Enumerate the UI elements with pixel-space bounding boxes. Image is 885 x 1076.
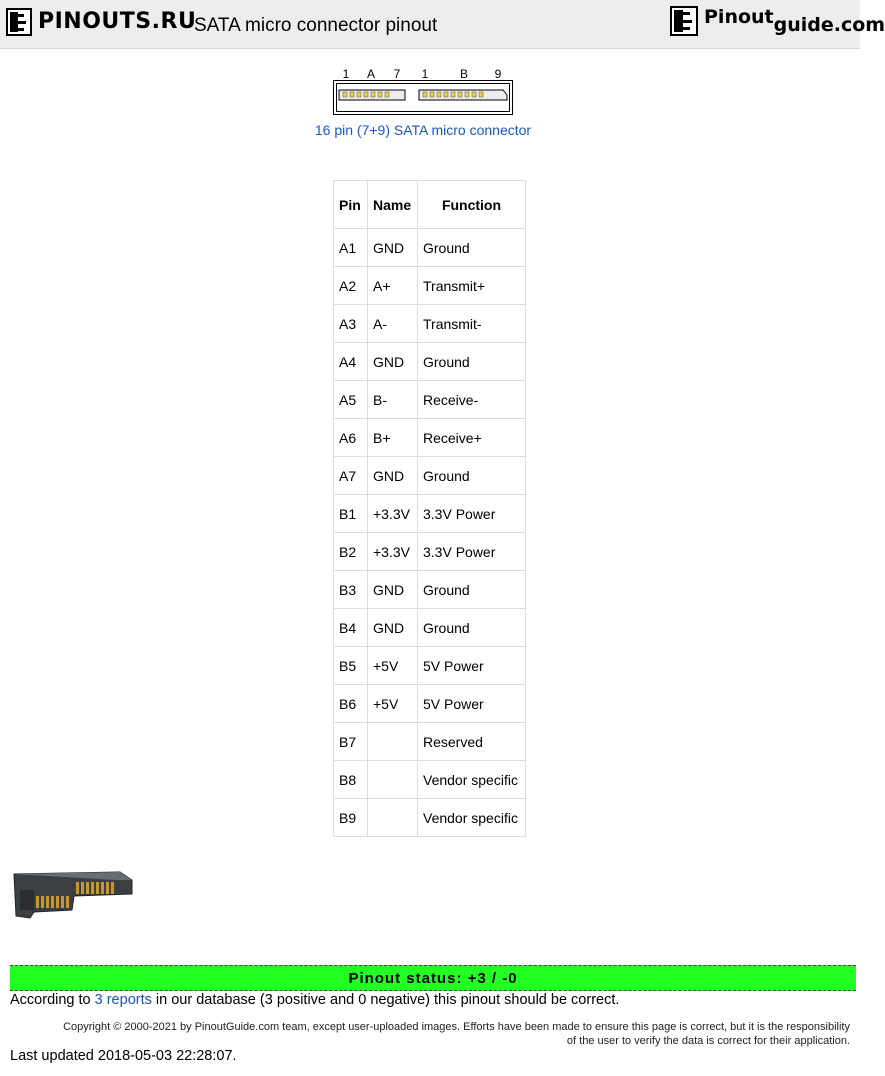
- connector-photo: [12, 866, 134, 920]
- table-row: [334, 761, 526, 799]
- connector-label: 9: [494, 67, 502, 81]
- cell-pin: A2: [334, 267, 368, 305]
- cell-function: Ground: [418, 229, 526, 267]
- cell-pin: A1: [334, 229, 368, 267]
- table-row: [334, 267, 526, 305]
- connector-diagram: [333, 66, 513, 116]
- cell-name: A+: [368, 267, 418, 305]
- cell-function: Reserved: [418, 723, 526, 761]
- connector-label: 7: [393, 67, 401, 81]
- cell-pin: B9: [334, 799, 368, 837]
- cell-function: 5V Power: [418, 647, 526, 685]
- column-header-name: Name: [368, 181, 418, 229]
- cell-pin: B4: [334, 609, 368, 647]
- cell-name: B-: [368, 381, 418, 419]
- table-row: [334, 799, 526, 837]
- cell-name: GND: [368, 609, 418, 647]
- connector-caption[interactable]: 16 pin (7+9) SATA micro connector: [314, 122, 532, 138]
- page-title: SATA micro connector pinout: [194, 15, 438, 36]
- cell-function: Ground: [418, 343, 526, 381]
- cell-name: GND: [368, 457, 418, 495]
- cell-name: GND: [368, 571, 418, 609]
- connector-label: 1: [421, 67, 429, 81]
- cell-name: B+: [368, 419, 418, 457]
- cell-function: Receive-: [418, 381, 526, 419]
- table-row: [334, 533, 526, 571]
- table-row: [334, 457, 526, 495]
- table-row: [334, 685, 526, 723]
- cell-pin: B8: [334, 761, 368, 799]
- cell-name: +3.3V: [368, 495, 418, 533]
- reports-link[interactable]: 3 reports: [94, 992, 152, 1008]
- cell-name: [368, 761, 418, 799]
- pinouts-ru-logo[interactable]: [6, 8, 196, 36]
- cell-function: Vendor specific: [418, 799, 526, 837]
- site-header: [0, 0, 885, 49]
- table-row: [334, 305, 526, 343]
- cell-function: Ground: [418, 571, 526, 609]
- table-header-row: [334, 181, 526, 229]
- cell-name: [368, 799, 418, 837]
- cell-function: Receive+: [418, 419, 526, 457]
- table-row: [334, 229, 526, 267]
- cell-name: +5V: [368, 647, 418, 685]
- cell-pin: A6: [334, 419, 368, 457]
- table-row: [334, 495, 526, 533]
- cell-function: Ground: [418, 457, 526, 495]
- column-header-pin: Pin: [334, 181, 368, 229]
- cell-function: Ground: [418, 609, 526, 647]
- table-row: [334, 647, 526, 685]
- cell-name: GND: [368, 343, 418, 381]
- cell-function: 3.3V Power: [418, 533, 526, 571]
- cell-name: GND: [368, 229, 418, 267]
- cell-name: [368, 723, 418, 761]
- cell-pin: B7: [334, 723, 368, 761]
- cell-pin: A7: [334, 457, 368, 495]
- copyright-notice: Copyright © 2000-2021 by PinoutGuide.com team, except user-uploaded images. Efforts have been made to ensure this page is correct, but it is the responsibility of the user to verify the data is correct for their application.: [63, 1021, 850, 1047]
- table-row: [334, 723, 526, 761]
- pinout-status-bar: Pinout status: +3 / -0: [10, 965, 856, 991]
- cell-function: Transmit-: [418, 305, 526, 343]
- cell-name: A-: [368, 305, 418, 343]
- pinouts-logo-text: PINOUTS.RU: [38, 9, 197, 34]
- cell-function: Transmit+: [418, 267, 526, 305]
- pinout-table: [333, 180, 526, 837]
- column-header-function: Function: [418, 181, 526, 229]
- cell-pin: A5: [334, 381, 368, 419]
- table-row: [334, 571, 526, 609]
- cell-name: +3.3V: [368, 533, 418, 571]
- connector-label: A: [366, 67, 376, 81]
- cell-pin: B5: [334, 647, 368, 685]
- cell-pin: B1: [334, 495, 368, 533]
- connector-label: 1: [342, 67, 350, 81]
- cell-pin: B3: [334, 571, 368, 609]
- cell-function: Vendor specific: [418, 761, 526, 799]
- connector-label: B: [459, 67, 469, 81]
- table-row: [334, 419, 526, 457]
- cell-pin: A4: [334, 343, 368, 381]
- cell-pin: B6: [334, 685, 368, 723]
- table-row: [334, 381, 526, 419]
- table-row: [334, 609, 526, 647]
- cell-function: 3.3V Power: [418, 495, 526, 533]
- cell-function: 5V Power: [418, 685, 526, 723]
- status-note: [10, 992, 619, 1008]
- table-row: [334, 343, 526, 381]
- connector-pins-a: [343, 92, 389, 97]
- pinoutguide-word-guide: guide.com: [773, 14, 885, 36]
- status-note-prefix: According to: [10, 992, 91, 1008]
- cell-name: +5V: [368, 685, 418, 723]
- pinoutguide-logo-icon: [670, 6, 698, 36]
- cell-pin: B2: [334, 533, 368, 571]
- pinoutguide-logo[interactable]: [670, 6, 885, 36]
- pinoutguide-word-pinout: Pinout: [704, 6, 774, 28]
- status-note-suffix: in our database (3 positive and 0 negative) this pinout should be correct.: [155, 992, 620, 1008]
- connector-pins-b: [423, 92, 483, 97]
- pinouts-logo-icon: [6, 8, 32, 36]
- cell-pin: A3: [334, 305, 368, 343]
- last-updated: Last updated 2018-05-03 22:28:07.: [10, 1048, 237, 1064]
